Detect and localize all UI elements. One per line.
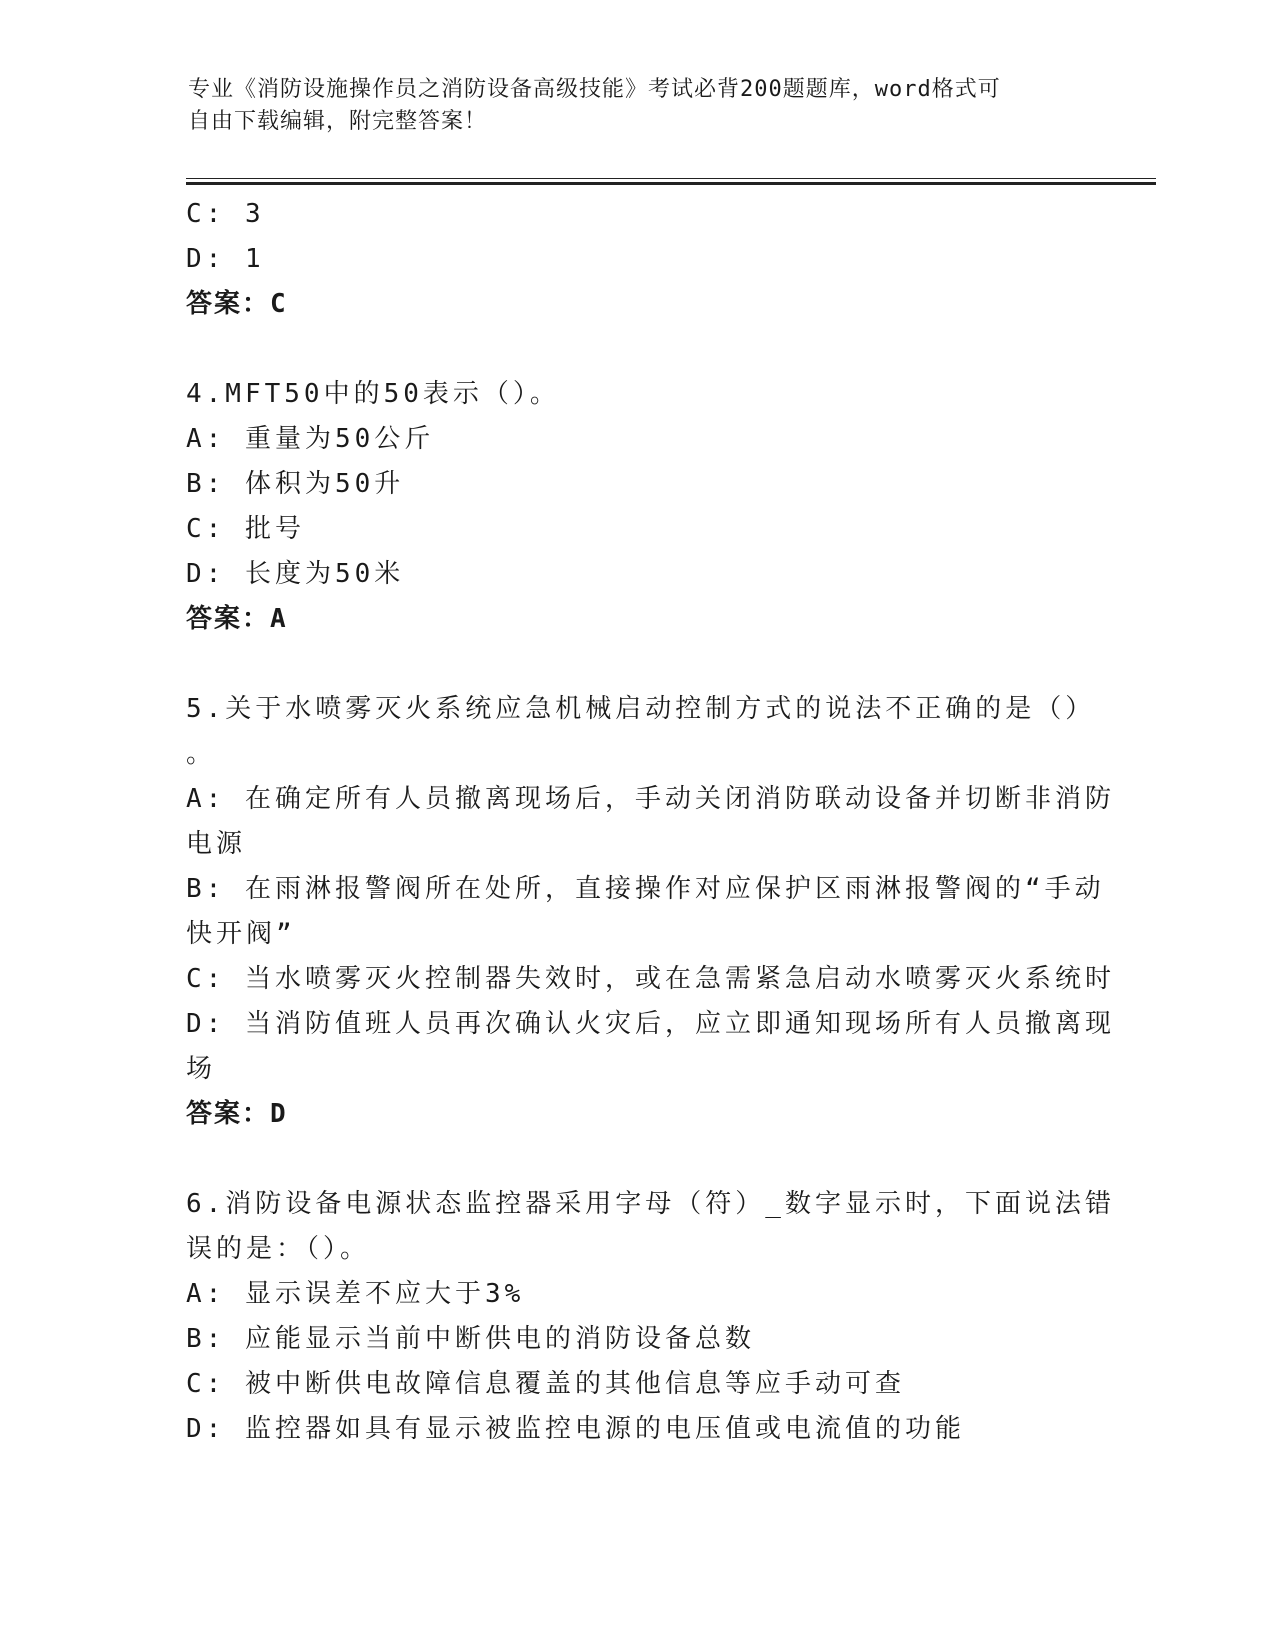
- q5-option-d-line-2: 场: [186, 1054, 217, 1084]
- page-header: [188, 74, 1068, 138]
- q4-option-c: C: 批号: [186, 514, 305, 544]
- q3-option-c: C: 3: [186, 199, 265, 229]
- header-rule-thin: [186, 178, 1156, 179]
- q5-question-line-1: 5.关于水喷雾灭火系统应急机械启动控制方式的说法不正确的是（）: [186, 694, 1096, 724]
- header-title-line-1: 专业《消防设施操作员之消防设备高级技能》考试必背200题题库，word格式可: [188, 77, 1001, 102]
- q3-option-d: D: 1: [186, 244, 265, 274]
- question-5: [186, 687, 1115, 1137]
- q6-question-line-2: 误的是：（）。: [186, 1234, 371, 1264]
- q6-option-b: B: 应能显示当前中断供电的消防设备总数: [186, 1324, 755, 1354]
- question-list: [186, 192, 1115, 1452]
- q6-option-c: C: 被中断供电故障信息覆盖的其他信息等应手动可查: [186, 1369, 905, 1399]
- spacer: [186, 327, 1086, 372]
- q6-option-a: A: 显示误差不应大于3%: [186, 1279, 525, 1309]
- spacer: [186, 642, 1086, 687]
- q4-question: 4.MFT50中的50表示（）。: [186, 379, 560, 409]
- q5-option-b-line-2: 快开阀”: [186, 919, 296, 949]
- header-title-line-2: 自由下载编辑，附完整答案！: [188, 109, 488, 134]
- q4-answer: 答案：A: [186, 604, 288, 634]
- header-rule-thick: [186, 182, 1156, 185]
- q5-answer: 答案：D: [186, 1099, 288, 1129]
- q5-option-c: C: 当水喷雾灭火控制器失效时，或在急需紧急启动水喷雾灭火系统时: [186, 964, 1115, 994]
- q6-question-line-1: 6.消防设备电源状态监控器采用字母（符）_数字显示时，下面说法错: [186, 1189, 1115, 1219]
- q5-question-line-2: 。: [186, 739, 217, 769]
- question-4: [186, 372, 1086, 642]
- q3-answer: 答案：C: [186, 289, 288, 319]
- q5-option-b-line-1: B: 在雨淋报警阀所在处所，直接操作对应保护区雨淋报警阀的“手动: [186, 874, 1105, 904]
- q4-option-a: A: 重量为50公斤: [186, 424, 435, 454]
- q4-option-d: D: 长度为50米: [186, 559, 405, 589]
- q4-option-b: B: 体积为50升: [186, 469, 405, 499]
- question-3-tail: [186, 192, 1086, 327]
- q6-option-d: D: 监控器如具有显示被监控电源的电压值或电流值的功能: [186, 1414, 965, 1444]
- question-6: [186, 1182, 1115, 1452]
- q5-option-a-line-1: A: 在确定所有人员撤离现场后，手动关闭消防联动设备并切断非消防: [186, 784, 1115, 814]
- q5-option-a-line-2: 电源: [186, 829, 247, 859]
- q5-option-d-line-1: D: 当消防值班人员再次确认火灾后，应立即通知现场所有人员撤离现: [186, 1009, 1115, 1039]
- spacer: [186, 1137, 1086, 1182]
